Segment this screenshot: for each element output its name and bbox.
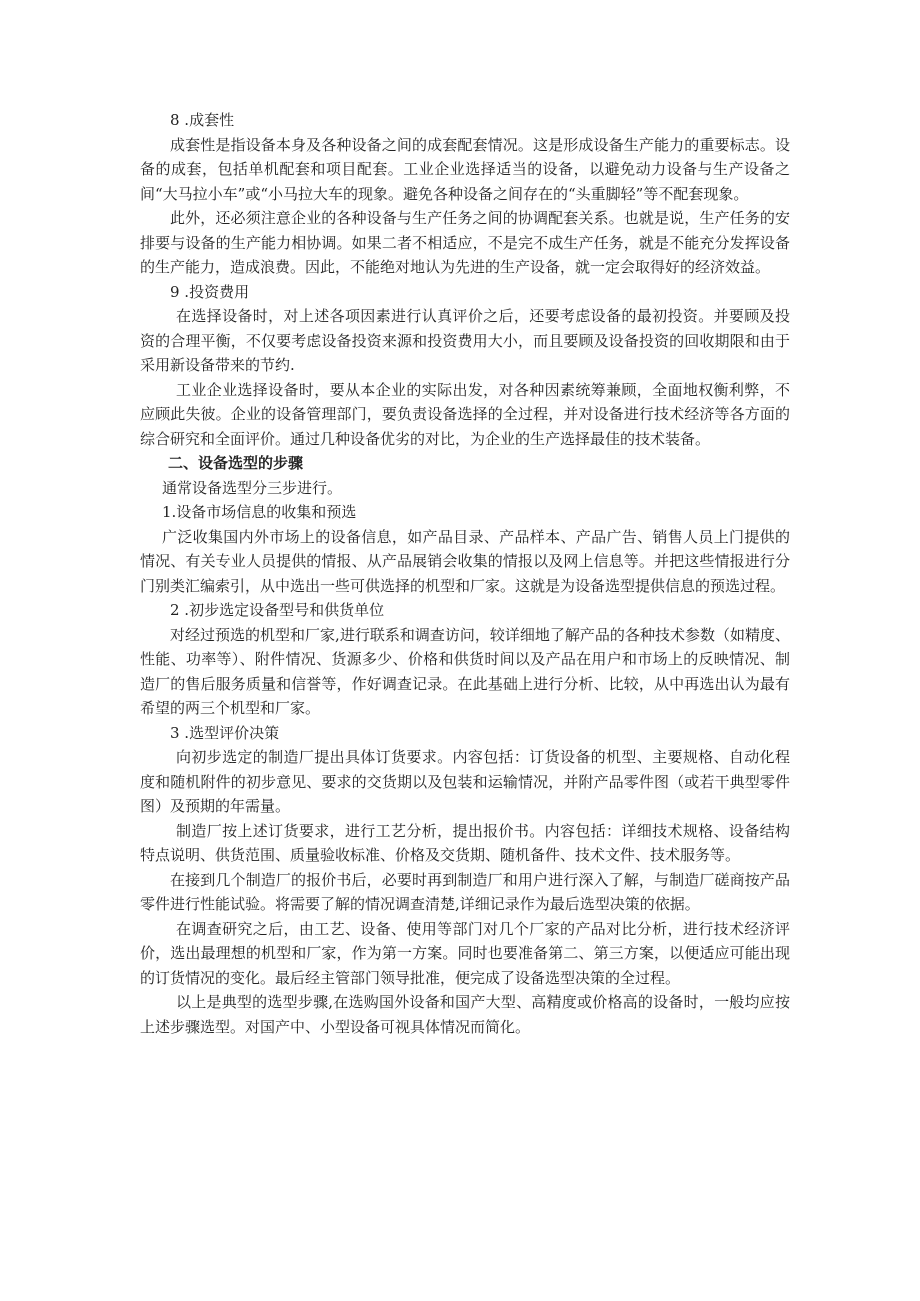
paragraph-step-2: 对经过预选的机型和厂家,进行联系和调查访问，较详细地了解产品的各种技术参数（如精度、性能、功率等）、附件情况、货源多少、价格和供货时间以及产品在用户和市场上的反映情况、制造厂的售后服务质量和信誉等，作好调查记录。在此基础上进行分析、比较，从中再选出认为最有希望的两三个机型和厂家。 (140, 625, 790, 717)
paragraph-completeness-1: 成套性是指设备本身及各种设备之间的成套配套情况。这是形成设备生产能力的重要标志。设备的成套，包括单机配套和项目配套。工业企业选择适当的设备，以避免动力设备与生产设备之间“大马拉小车”或“小马拉大车的现象。避免各种设备之间存在的“头重脚轻”等不配套现象。 (140, 135, 790, 203)
paragraph-step-3-5: 以上是典型的选型步骤,在选购国外设备和国产大型、高精度或价格高的设备时，一般均应按上述步骤选型。对国产中、小型设备可视具体情况而简化。 (140, 993, 790, 1036)
heading-8-completeness: 8 .成套性 (170, 111, 235, 129)
paragraph-step-3-3: 在接到几个制造厂的报价书后，必要时再到制造厂和用户进行深入了解，与制造厂磋商按产品零件进行性能试验。将需要了解的情况调查清楚,详细记录作为最后选型决策的依据。 (140, 870, 790, 913)
paragraph-step-3-4: 在调查研究之后，由工艺、设备、使用等部门对几个厂家的产品对比分析，进行技术经济评价，选出最理想的机型和厂家，作为第一方案。同时也要准备第二、第三方案，以便适应可能出现的订货情况的变化。最后经主管部门领导批准，便完成了设备选型决策的全过程。 (140, 919, 790, 987)
document-page (140, 108, 790, 1039)
heading-step-1: 1.设备市场信息的收集和预选 (162, 503, 357, 521)
paragraph-step-3-2: 制造厂按上述订货要求，进行工艺分析，提出报价书。内容包括：详细技术规格、设备结构特点说明、供货范围、质量验收标准、价格及交货期、随机备件、技术文件、技术服务等。 (140, 821, 790, 864)
paragraph-investment-1: 在选择设备时，对上述各项因素进行认真评价之后，还要考虑设备的最初投资。并要顾及投资的合理平衡，不仅要考虑设备投资来源和投资费用大小，而且要顾及设备投资的回收期限和由于采用新设备带来的节约. (140, 307, 790, 374)
section-title-selection-steps: 二、设备选型的步骤 (168, 454, 304, 472)
paragraph-investment-2: 工业企业选择设备时，要从本企业的实际出发，对各种因素统筹兼顾，全面地权衡利弊，不应顾此失彼。企业的设备管理部门，要负责设备选择的全过程，并对设备进行技术经济等各方面的综合研究和全面评价。通过几种设备优劣的对比，为企业的生产选择最佳的技术装备。 (140, 380, 790, 448)
paragraph-completeness-2: 此外，还必须注意企业的各种设备与生产任务之间的协调配套关系。也就是说，生产任务的安排要与设备的生产能力相协调。如果二者不相适应，不是完不成生产任务，就是不能充分发挥设备的生产能力，造成浪费。因此，不能绝对地认为先进的生产设备，就一定会取得好的经济效益。 (140, 209, 790, 276)
paragraph-step-3-1: 向初步选定的制造厂提出具体订货要求。内容包括：订货设备的机型、主要规格、自动化程度和随机附件的初步意见、要求的交货期以及包装和运输情况，并附产品零件图（或若干典型零件图）及预期的年需量。 (140, 748, 790, 815)
paragraph-steps-intro: 通常设备选型分三步进行。 (162, 478, 343, 497)
heading-step-2: 2 .初步选定设备型号和供货单位 (170, 601, 385, 619)
heading-9-investment: 9 .投资费用 (170, 282, 250, 301)
paragraph-step-1: 广泛收集国内外市场上的设备信息，如产品目录、产品样本、产品广告、销售人员上门提供的情况、有关专业人员提供的情报、从产品展销会收集的情报以及网上信息等。并把这些情报进行分门别类汇编索引，从中选出一些可供选择的机型和厂家。这就是为设备选型提供信息的预选过程。 (140, 527, 790, 595)
heading-step-3: 3 .选型评价决策 (170, 723, 280, 742)
